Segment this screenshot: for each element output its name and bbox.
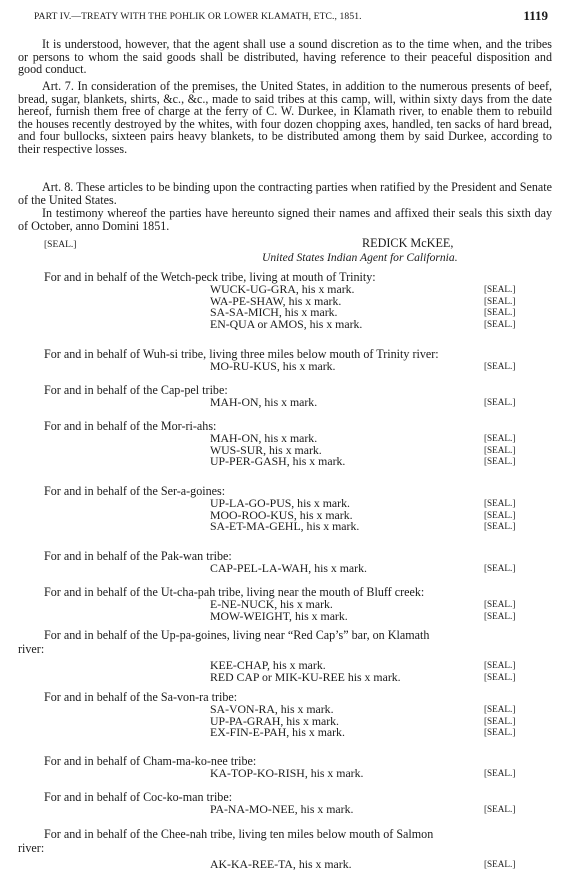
group-label-text: For and in behalf of the Cap-pel tribe: — [44, 383, 228, 397]
signatory-group — [18, 347, 558, 373]
signer-name: MAH-ON, his x mark. — [210, 395, 318, 409]
signer-seal: [SEAL.] — [484, 307, 516, 317]
signer-name: RED CAP or MIK-KU-REE his x mark. — [210, 669, 401, 684]
signer-name: KA-TOP-KO-RISH, his x mark. — [210, 766, 364, 780]
signer-name: KEE-CHAP, his x mark. — [210, 658, 326, 672]
group-label-text: For and in behalf of the Ut-cha-pah tribe, living near the mouth of Bluff creek: — [44, 585, 425, 599]
signer-name: SA-SA-MICH, his x mark. — [210, 305, 338, 319]
paragraph-testimony: In testimony whereof the parties have hereunto signed their names and affixed their seals this sixth day of October, anno Domini 1851. — [18, 206, 552, 233]
signer-seal: [SEAL.] — [484, 768, 516, 778]
group-label-text: For and in behalf of the Pak-wan tribe: — [44, 549, 232, 563]
signer-seal: [SEAL.] — [484, 456, 516, 466]
signer-name: UP-PER-GASH, his x mark. — [210, 454, 346, 468]
running-header — [34, 6, 548, 26]
signer-seal: [SEAL.] — [484, 361, 516, 371]
signer-name: E-NE-NUCK, his x mark. — [210, 597, 333, 611]
signer-seal: [SEAL.] — [484, 433, 516, 443]
signer-name: MOW-WEIGHT, his x mark. — [210, 608, 348, 623]
group-label-continuation: river: — [18, 642, 45, 656]
signer-seal: [SEAL.] — [484, 284, 516, 294]
signatory-group — [18, 690, 558, 739]
signer-name: CAP-PEL-LA-WAH, his x mark. — [210, 561, 367, 575]
signer-seal: [SEAL.] — [484, 610, 516, 621]
signatory-group — [18, 827, 558, 871]
signer-seal: [SEAL.] — [484, 444, 516, 455]
paragraph-distribution: It is understood, however, that the agent shall use a sound discretion as to the time when, and the tribes or persons to whom the said goods shall be distributed, having reference to their peaceful disposition and good conduct. — [18, 37, 552, 76]
signer-row — [18, 361, 558, 373]
group-label-text: For and in behalf of the Up-pa-goines, living near “Red Cap’s” bar, on Klamath — [44, 628, 430, 642]
signer-seal: [SEAL.] — [484, 563, 516, 573]
agent-name: REDICK McKEE, — [362, 236, 454, 250]
agent-seal: [SEAL.] — [44, 240, 77, 250]
group-label-text: For and in behalf of the Wetch-peck tribe, living at mouth of Trinity: — [44, 270, 376, 284]
page-number: 1119 — [523, 8, 548, 23]
signatory-group — [18, 628, 558, 683]
paragraph-article-8: Art. 8. These articles to be binding upon the contracting parties when ratified by the President and Senate of the United States. — [18, 180, 552, 207]
signer-seal: [SEAL.] — [484, 715, 516, 726]
signer-row — [18, 804, 558, 816]
signer-row — [18, 563, 558, 575]
group-label-text: For and in behalf of the Ser-a-goines: — [44, 484, 226, 498]
signer-name: MAH-ON, his x mark. — [210, 431, 318, 445]
signer-name: WUCK-UG-GRA, his x mark. — [210, 282, 355, 296]
signer-row — [18, 859, 558, 871]
group-label-text: For and in behalf of Cham-ma-ko-nee tribe: — [44, 754, 257, 768]
signer-row — [18, 727, 558, 739]
signer-seal: [SEAL.] — [484, 318, 516, 329]
signatory-group — [18, 754, 558, 780]
header-title: PART IV.—TREATY WITH THE POHLIK OR LOWER KLAMATH, ETC., 1851. — [34, 11, 362, 22]
signer-seal: [SEAL.] — [484, 509, 516, 520]
signer-name: PA-NA-MO-NEE, his x mark. — [210, 802, 354, 816]
signer-seal: [SEAL.] — [484, 859, 516, 869]
signatory-group — [18, 585, 558, 622]
signatory-group — [18, 549, 558, 575]
signatory-group — [18, 383, 558, 409]
group-label-text: For and in behalf of Wuh-si tribe, living three miles below mouth of Trinity river: — [44, 347, 439, 361]
signatory-group — [18, 484, 558, 533]
signer-name: MO-RU-KUS, his x mark. — [210, 359, 336, 373]
signer-seal: [SEAL.] — [484, 804, 516, 814]
signer-name: EX-FIN-E-PAH, his x mark. — [210, 725, 345, 739]
signer-name: WUS-SUR, his x mark. — [210, 442, 322, 457]
group-label-text: For and in behalf of the Sa-von-ra tribe: — [44, 690, 238, 704]
group-label — [18, 628, 558, 656]
group-label — [18, 827, 558, 855]
signer-seal: [SEAL.] — [484, 521, 516, 531]
signer-name: AK-KA-REE-TA, his x mark. — [210, 857, 352, 871]
signer-seal: [SEAL.] — [484, 498, 516, 508]
group-label-text: For and in behalf of the Mor-ri-ahs: — [44, 419, 217, 433]
signer-seal: [SEAL.] — [484, 295, 516, 306]
signer-row — [18, 608, 558, 623]
paragraph-article-7: Art. 7. In consideration of the premises, the United States, in addition to the numerous presents of beef, bread, sugar, blankets, shirts, &c., &c., made to said tribes at this camp, will, within sixty days from the date hereof, furnish them free of charge at the ferry of C. W. Durkee, in Klamath river, to enable them to rebuild the houses recently destroyed by the whites, with four dozen chopping axes, handled, ten sacks of hard bread, and four bullocks, sixteen pairs heavy blankets, to be distributed among them by said Durkee, according to their respective losses. — [18, 79, 552, 156]
signer-name: SA-ET-MA-GEHL, his x mark. — [210, 519, 360, 533]
group-label-continuation: river: — [18, 841, 45, 855]
signer-name: UP-LA-GO-PUS, his x mark. — [210, 496, 350, 510]
group-label-text: For and in behalf of Coc-ko-man tribe: — [44, 790, 233, 804]
signer-seal: [SEAL.] — [484, 397, 516, 407]
signatory-group — [18, 790, 558, 816]
signer-row — [18, 521, 558, 533]
signer-row — [18, 316, 558, 331]
signer-seal: [SEAL.] — [484, 704, 516, 714]
signer-row — [18, 456, 558, 468]
signer-name: WA-PE-SHAW, his x mark. — [210, 293, 342, 308]
signer-seal: [SEAL.] — [484, 660, 516, 670]
signer-seal: [SEAL.] — [484, 599, 516, 609]
signer-name: MOO-ROO-KUS, his x mark. — [210, 507, 353, 522]
signer-name: SA-VON-RA, his x mark. — [210, 702, 334, 716]
signer-row — [18, 768, 558, 780]
group-label-text: For and in behalf of the Chee-nah tribe, living ten miles below mouth of Salmon — [44, 827, 434, 841]
signatory-group — [18, 270, 558, 330]
signer-row — [18, 397, 558, 409]
signatory-group — [18, 419, 558, 468]
signer-row — [18, 669, 558, 684]
agent-title: United States Indian Agent for California. — [262, 251, 458, 264]
signer-seal: [SEAL.] — [484, 727, 516, 737]
signer-seal: [SEAL.] — [484, 671, 516, 682]
signer-name: EN-QUA or AMOS, his x mark. — [210, 316, 363, 331]
signer-name: UP-PA-GRAH, his x mark. — [210, 713, 340, 728]
